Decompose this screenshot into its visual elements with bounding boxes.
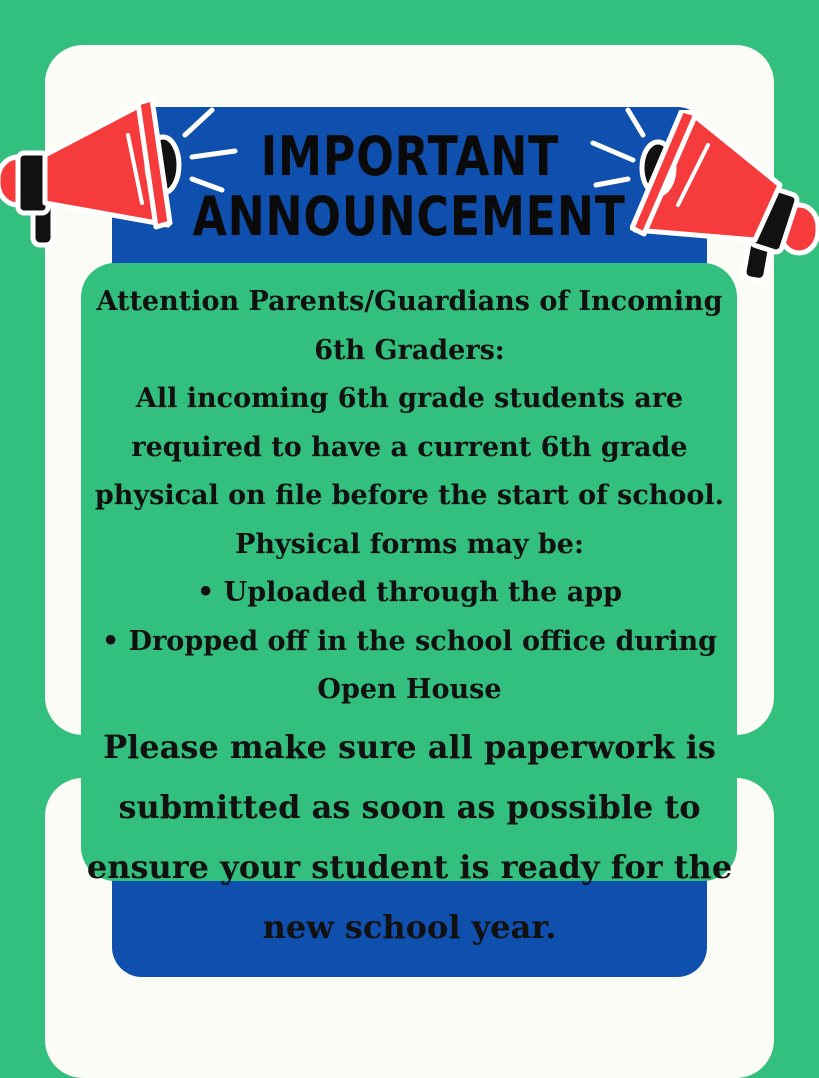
announcement-body [72,278,747,955]
body-line: • Uploaded through the app [197,577,622,608]
title-line-1: IMPORTANT [260,125,559,188]
closing-line: submitted as soon as possible to [118,787,701,826]
body-line: Open House [317,674,502,705]
body-line: 6th Graders: [314,334,505,366]
body-line: Physical forms may be: [235,528,584,560]
left-megaphone-icon [0,95,185,250]
right-megaphone-icon [630,110,819,285]
body-line: • Dropped off in the school office during [102,625,717,657]
body-line: physical on file before the start of school. [94,480,725,511]
body-line: All incoming 6th grade students are [135,383,684,414]
closing-line: Please make sure all paperwork is [103,727,716,766]
body-line: Attention Parents/Guardians of Incoming [96,286,723,317]
body-line: required to have a current 6th grade [131,431,688,463]
title-line-2: ANNOUNCEMENT [192,185,627,248]
closing-line: new school year. [262,907,557,946]
closing-line: ensure your student is ready for the [86,847,733,886]
left-sound-rays-icon [180,105,250,195]
